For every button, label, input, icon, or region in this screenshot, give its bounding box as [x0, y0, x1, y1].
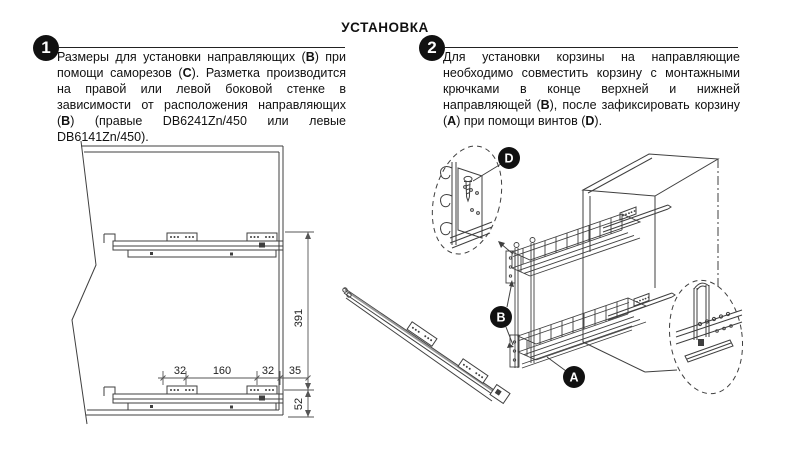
section-2-text: Для установки корзины на направляющие необходимо совместить корзину с монтажными крючками в конце верхней и нижней направляющей ( [443, 50, 740, 112]
dim-32-left: 32 [173, 365, 187, 377]
section-1-number: 1 [41, 38, 51, 57]
dimension-lines [158, 232, 314, 417]
dim-160: 160 [212, 365, 232, 377]
dim-391: 391 [293, 308, 305, 328]
callout-ref-a: A [447, 114, 457, 128]
upper-slide [104, 233, 283, 257]
section-1-text: ) (правые DB6241Zn/450 или левые DB6141Zn/450). [57, 114, 346, 144]
callout-ref-d: D [585, 114, 595, 128]
diagram-slide-mounting [35, 138, 325, 433]
section-1-text: ) при помощи саморезов ( [57, 50, 346, 80]
section-2-paragraph [443, 49, 740, 129]
section-1-rule [59, 47, 345, 48]
page-title: УСТАНОВКА [341, 20, 429, 35]
callout-b-letter: B [496, 310, 506, 325]
dim-35: 35 [288, 365, 302, 377]
section-1-text: Размеры для установки направляющих ( [57, 50, 306, 64]
section-1-paragraph [57, 49, 346, 145]
callout-b [490, 280, 514, 348]
section-1-text: ). Разметка производится на правой или левой боковой стенке в зависимости от расположения направляющих ( [57, 66, 346, 128]
detail-1-leader [498, 241, 513, 254]
callout-a-letter: A [569, 370, 579, 385]
section-2-text: ), после зафиксировать корзину ( [443, 98, 740, 128]
lower-slide [104, 386, 283, 410]
callout-ref-b: B [61, 114, 71, 128]
wire-basket [506, 214, 646, 368]
section-2-text: ) при помощи винтов ( [456, 114, 586, 128]
cabinet [583, 154, 718, 372]
callout-ref-b: B [540, 98, 550, 112]
section-2-number: 2 [427, 38, 437, 57]
detail-2-leader [645, 370, 677, 372]
diagram-basket-installation [340, 140, 760, 440]
callout-ref-b: B [305, 50, 315, 64]
callout-ref-c: C [182, 66, 192, 80]
dimension-labels [174, 309, 305, 410]
callout-d-letter: D [504, 151, 514, 166]
dim-32-right: 32 [261, 365, 275, 377]
slide-rail-b [343, 288, 510, 404]
section-2-number-badge [419, 35, 445, 61]
callout-a [547, 357, 585, 388]
side-panel [72, 141, 283, 424]
section-2-text: ). [594, 114, 603, 128]
callout-d [473, 147, 520, 181]
dim-52: 52 [293, 397, 305, 411]
section-2-rule [445, 47, 738, 48]
section-1-number-badge [33, 35, 59, 61]
detail-callout-hook [662, 276, 749, 399]
